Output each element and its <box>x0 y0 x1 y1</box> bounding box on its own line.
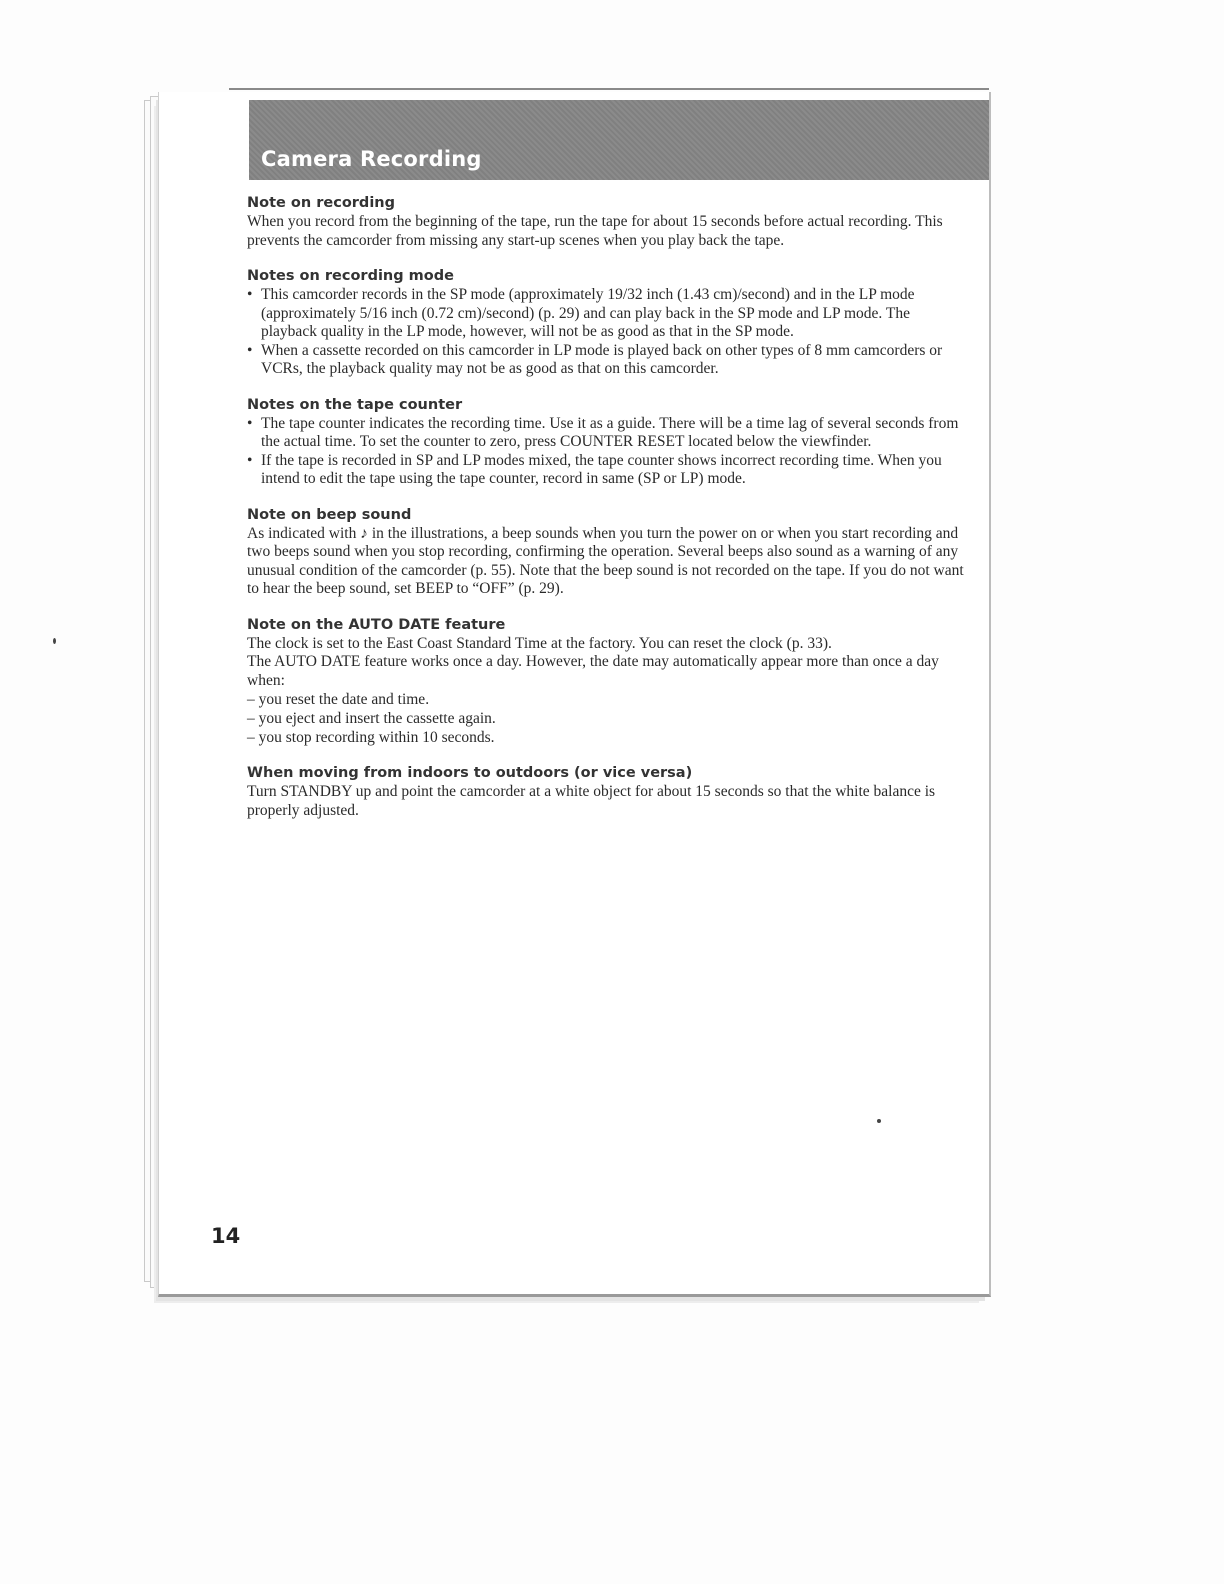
section-heading: Note on the AUTO DATE feature <box>247 616 506 633</box>
list-item: – you reset the date and time. <box>247 691 430 708</box>
list-item-text: If the tape is recorded in SP and LP modes mixed, the tape counter shows incorrect recording time. When you intend to edit the tape using the tape counter, record in same (SP or LP) mode. <box>261 451 942 487</box>
bullet-dot: • <box>247 451 253 469</box>
section-paragraph: Turn STANDBY up and point the camcorder at a white object for about 15 seconds so that the white balance is properly adjusted. <box>247 783 936 819</box>
section-heading: Note on beep sound <box>247 506 412 523</box>
list-item: – you stop recording within 10 seconds. <box>247 729 495 746</box>
section-heading: When moving from indoors to outdoors (or vice versa) <box>247 765 693 781</box>
bullet-list <box>247 415 967 489</box>
section-auto-date <box>247 617 967 748</box>
list-item: – you eject and insert the cassette again. <box>247 710 496 727</box>
section-paragraph: As indicated with ♪ in the illustrations, a beep sounds when you turn the power on or when you start recording and two beeps sound when you stop recording, confirming the operation. Several beeps also sound as a warning of any unusual condition of the camcorder (p. 55). Note that the beep sound is not recorded on the tape. If you do not want to hear the beep sound, set BEEP to “OFF” (p. 29). <box>247 524 964 597</box>
section-beep-sound <box>247 507 967 599</box>
bullet-dot: • <box>247 286 253 303</box>
list-item <box>247 286 967 342</box>
section-recording-mode <box>247 268 967 379</box>
scan-speck <box>53 638 56 644</box>
manual-page <box>158 92 991 1297</box>
section-heading: Notes on the tape counter <box>247 396 463 413</box>
section-tape-counter <box>247 397 967 489</box>
section-paragraph: The clock is set to the East Coast Standard Time at the factory. You can reset the clock (p. 33). <box>247 634 832 652</box>
list-item <box>247 452 967 489</box>
list-item <box>247 415 967 452</box>
page-top-rule <box>229 88 989 90</box>
dash-list <box>247 690 967 747</box>
section-paragraph: When you record from the beginning of the tape, run the tape for about 15 seconds before actual recording. This prevents the camcorder from missing any start-up scenes when you play back the tape. <box>247 213 943 249</box>
scan-speck <box>877 1119 881 1123</box>
bullet-dot: • <box>247 414 253 432</box>
page-title: Camera Recording <box>261 147 482 171</box>
page-content <box>247 195 967 838</box>
section-paragraph: The AUTO DATE feature works once a day. However, the date may automatically appear more than once a day when: <box>247 653 939 689</box>
bullet-dot: • <box>247 341 253 359</box>
page-number: 14 <box>211 1224 241 1248</box>
list-item-text: This camcorder records in the SP mode (approximately 19/32 inch (1.43 cm)/second) and in the LP mode (approximately 5/16 inch (0.72 cm)/second) (p. 29) and can play back in the SP mode and LP mode. The playback quality in the LP mode, however, will not be as good as that in the SP mode. <box>261 286 915 340</box>
list-item <box>247 342 967 379</box>
section-heading: Notes on recording mode <box>247 268 454 284</box>
section-indoors-outdoors <box>247 765 967 820</box>
section-note-on-recording <box>247 195 967 250</box>
bullet-list <box>247 286 967 379</box>
list-item-text: When a cassette recorded on this camcorder in LP mode is played back on other types of 8 mm camcorders or VCRs, the playback quality may not be as good as that on this camcorder. <box>261 341 943 377</box>
title-bar <box>249 100 989 180</box>
section-heading: Note on recording <box>247 195 395 211</box>
list-item-text: The tape counter indicates the recording time. Use it as a guide. There will be a time lag of several seconds from the actual time. To set the counter to zero, press COUNTER RESET located below the viewfinder. <box>261 414 959 450</box>
